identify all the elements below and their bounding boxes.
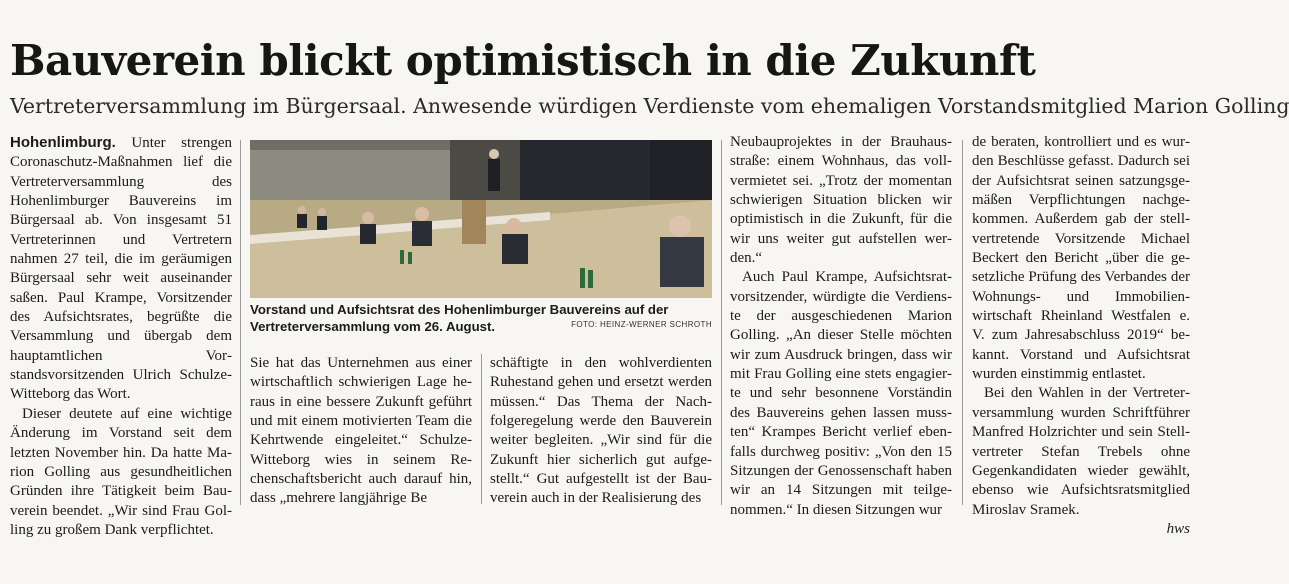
article-column-3 xyxy=(490,354,712,514)
photo-caption: Vorstand und Aufsichtsrat des Hohenlimburger Bauvereins auf der Vertreterversammlung vom 26. August. xyxy=(250,302,669,334)
article-column-2 xyxy=(250,354,472,514)
subheadline: Vertreterversammlung im Bürgersaal. Anwesende würdigen Verdienste vom ehemaligen Vorstandsmitglied Marion Golling xyxy=(10,94,1289,118)
body-text: Neubauprojektes in der Brauhausstraße: einem Wohnhaus, das vollvermietet sei. „Trotz der momentan schwierigen Situation blicken wir optimistisch in die Zukunft, für die wir uns weiter gut aufstellen werden.“ xyxy=(730,134,952,267)
column-rule xyxy=(962,140,963,505)
article-column-1 xyxy=(10,133,232,538)
column-rule xyxy=(240,140,241,505)
body-text: Bei den Wahlen in der Vertreterversammlung wurden Schriftführer Manfred Holzrichter und sein Stellvertreter Stefan Trebels ohne Gegenkandidaten wieder gewählt, ebenso wie Aufsichtsratsmitglied Miroslav Sramek. xyxy=(972,385,1190,518)
body-text: Auch Paul Krampe, Aufsichtsratvorsitzender, würdigte die Verdienste der ausgeschiedenen Marion Golling. „An dieser Stelle möchten wir zum Ausdruck bringen, dass wir mit Frau Golling eine stets engagierte und sehr besonnene Vorständin des Bauvereins gehen lassen mussten“ Krampes Bericht verlief ebenfalls durchweg positiv: „Von den 15 Sitzungen der Genossenschaft haben wir an 14 Sitzungen mit teilgenommen.“ In diesen Sitzungen wur xyxy=(730,269,952,518)
body-text: Dieser deutete auf eine wichtige Änderung im Vorstand seit dem letzten November hin. Da hatte Marion Golling aus gesundheitlichen Gründen ihre Tätigkeit beim Bauverein beendet. „Wir sind Frau Golling zu großem Dank verpflichtet. xyxy=(10,405,232,538)
headline: Bauverein blickt optimistisch in die Zukunft xyxy=(10,36,1036,85)
article-photo xyxy=(250,140,712,298)
column-rule xyxy=(721,140,722,505)
author-signature: hws xyxy=(1166,520,1190,537)
body-text: Unter strengen Coronaschutz-Maßnahmen lief die Vertreterversammlung des Hohenlimburger Bauvereins im Bürgersaal ab. Von insgesamt 51 Vertreterinnen und Vertretern nahmen 27 teil, die im geräumigen Bürgersaal sehr weit auseinander saßen. Paul Krampe, Vorsitzender des Aufsichtsrates, begrüßte die Versammlung und übergab dem hauptamtlichen Vorstandsvorsitzenden Ulrich Schulze-Witteborg das Wort. xyxy=(10,135,232,403)
article-column-4 xyxy=(730,133,952,518)
column-rule xyxy=(481,354,482,504)
photo-credit: FOTO: HEINZ-WERNER SCHROTH xyxy=(571,320,712,329)
body-text: schäftigte in den wohlverdienten Ruhestand gehen und ersetzt werden müssen.“ Das Thema der Nachfolgeregelung werde den Bauverein weiter begleiten. „Wir sind für die Zukunft hier sicherlich gut aufgestellt.“ Gut aufgestellt ist der Bauverein auch in der Realisierung des xyxy=(490,355,712,507)
article-column-5 xyxy=(972,133,1190,537)
body-text: Sie hat das Unternehmen aus einer wirtschaftlich schwierigen Lage heraus in eine bessere Zukunft geführt und mit einem motivierten Team die Kehrtwende eingeleitet.“ Schulze-Witteborg wies in seinem Rechenschaftsbericht auch darauf hin, dass „mehrere langjährige Be xyxy=(250,355,472,507)
meeting-photo-illustration xyxy=(250,140,712,298)
body-text: de beraten, kontrolliert und es wurden Beschlüsse gefasst. Dadurch sei der Aufsichtsrat seinen satzungsgemäßen Verpflichtungen nachgekommen. Außerdem gab der stellvertretende Vorsitzende Michael Beckert den Bericht „über die gesetzliche Prüfung des Verbandes der Wohnungs- und Immobilienwirtschaft Rheinland Westfalen e. V. zum Jahresabschluss 2019“ bekannt. Vorstand und Aufsichtsrat wurden einstimmig entlastet. xyxy=(972,134,1190,383)
dateline: Hohenlimburg. xyxy=(10,134,116,151)
